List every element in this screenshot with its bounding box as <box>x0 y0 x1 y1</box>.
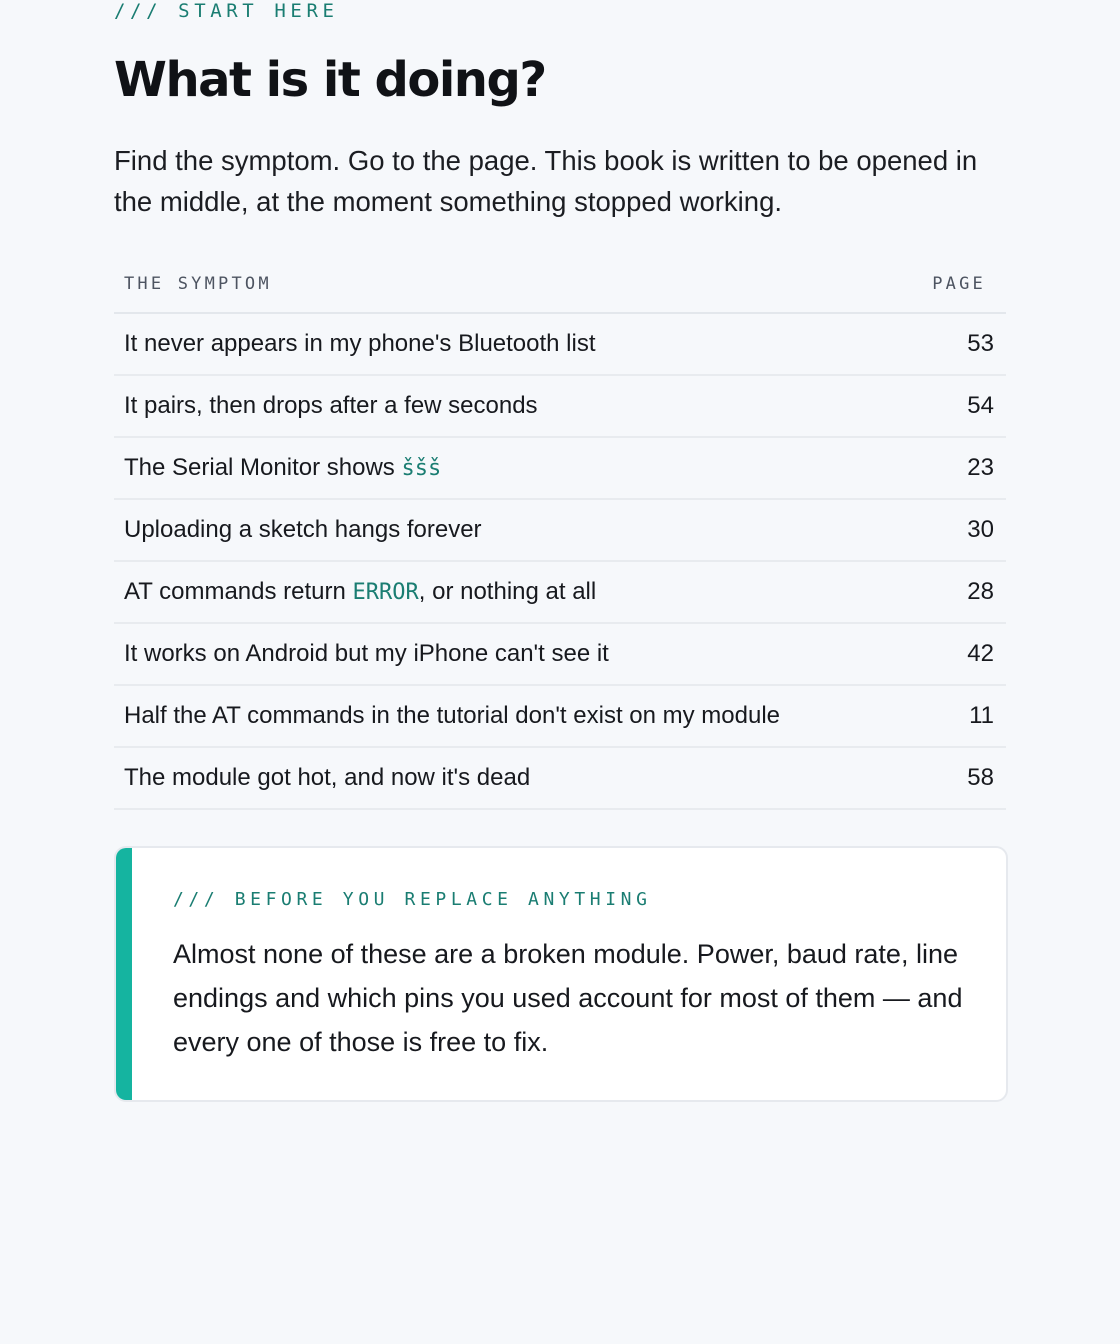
column-header-symptom: THE SYMPTOM <box>124 274 272 294</box>
symptom-cell: It pairs, then drops after a few seconds <box>124 392 538 419</box>
page-number-cell: 23 <box>967 454 994 481</box>
column-header-page: PAGE <box>932 274 986 294</box>
page-number-cell: 42 <box>967 640 994 667</box>
table-row[interactable] <box>114 314 1006 376</box>
symptom-code: ERROR <box>352 580 419 605</box>
intro-paragraph: Find the symptom. Go to the page. This book is written to be opened in the middle, at the moment something stopped working. <box>114 145 978 217</box>
table-row[interactable] <box>114 376 1006 438</box>
symptom-cell <box>124 576 596 609</box>
section-eyebrow: /// START HERE <box>114 0 339 22</box>
callout-eyebrow: /// BEFORE YOU REPLACE ANYTHING <box>173 889 652 910</box>
table-row[interactable] <box>114 686 1006 748</box>
page-number-cell: 11 <box>969 702 994 729</box>
table-row[interactable] <box>114 562 1006 624</box>
symptom-cell: It never appears in my phone's Bluetooth list <box>124 330 596 357</box>
page-number-cell: 54 <box>967 392 994 419</box>
symptom-text-after: , or nothing at all <box>418 578 597 605</box>
table-header <box>114 252 1006 314</box>
symptom-table <box>114 252 1006 810</box>
page-number-cell: 53 <box>967 330 994 357</box>
table-row[interactable] <box>114 500 1006 562</box>
callout-accent-bar <box>116 848 132 1100</box>
symptom-code: ššš <box>401 456 442 481</box>
table-row[interactable] <box>114 624 1006 686</box>
symptom-cell: The module got hot, and now it's dead <box>124 764 531 791</box>
page-number-cell: 58 <box>967 764 994 791</box>
symptom-cell: Half the AT commands in the tutorial don't exist on my module <box>124 702 781 729</box>
table-row[interactable] <box>114 748 1006 810</box>
page-title: What is it doing? <box>114 52 546 108</box>
symptom-cell: It works on Android but my iPhone can't see it <box>124 640 609 667</box>
symptom-text: AT commands return <box>124 578 353 605</box>
symptom-cell <box>124 452 441 485</box>
symptom-cell: Uploading a sketch hangs forever <box>124 516 482 543</box>
page-number-cell: 28 <box>967 578 994 605</box>
table-row[interactable] <box>114 438 1006 500</box>
callout-box <box>114 846 1008 1102</box>
page-number-cell: 30 <box>967 516 994 543</box>
symptom-text: The Serial Monitor shows <box>124 454 402 481</box>
callout-body: Almost none of these are a broken module. Power, baud rate, line endings and which pins you used account for most of them — and every one of those is free to fix. <box>173 939 963 1057</box>
